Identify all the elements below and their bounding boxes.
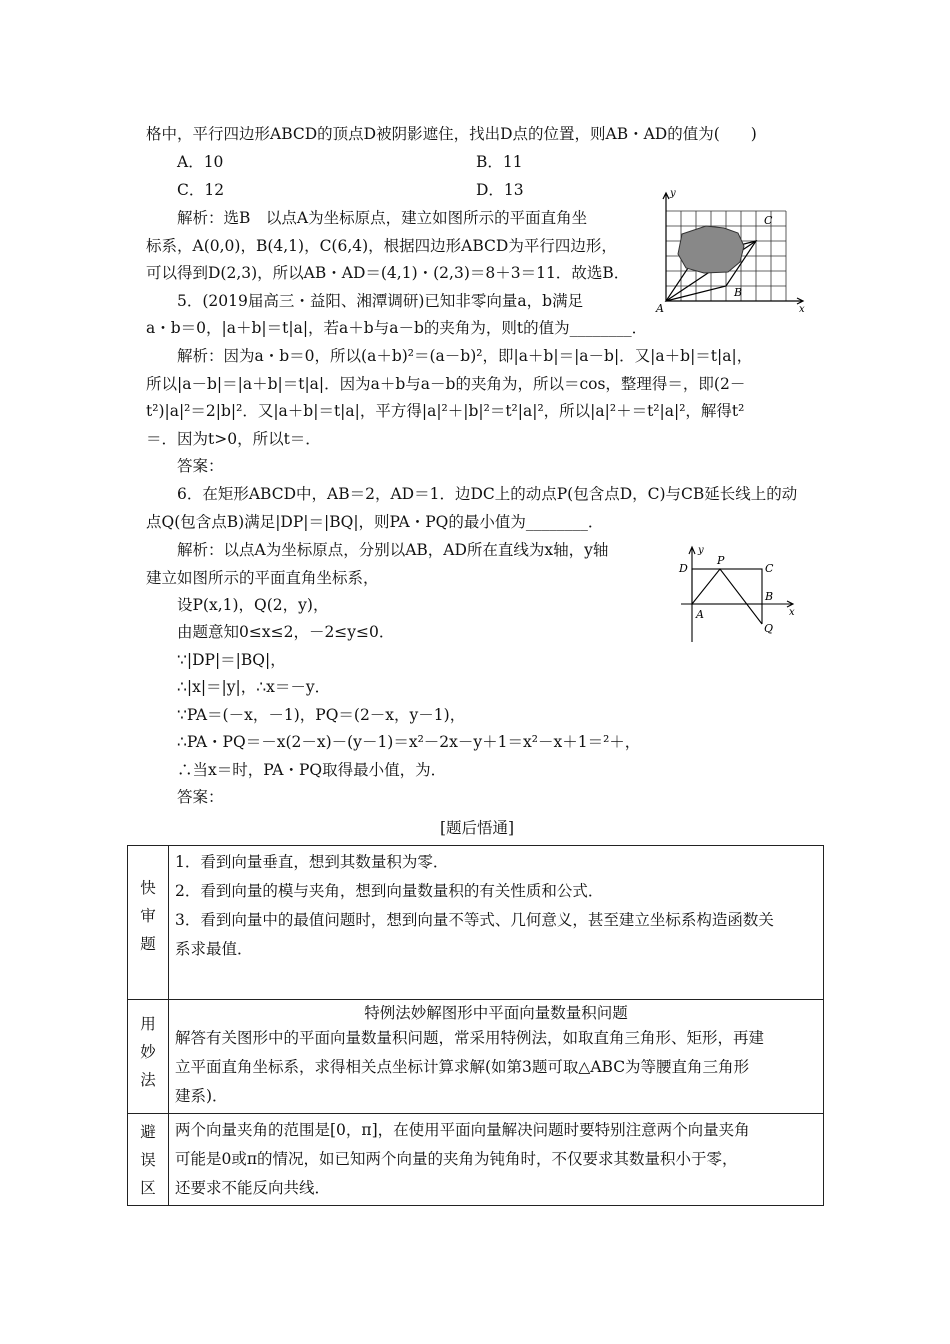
point-d-label: D [679, 562, 688, 575]
row-label: 快 审 题 [128, 846, 169, 1000]
row-label: 用 妙 法 [128, 1000, 169, 1114]
q6-answer: 答案： [177, 788, 224, 806]
q5-solution-line: 所以|a－b|＝|a＋b|＝t|a|．因为a＋b与a－b的夹角为，所以＝cos，整理得＝，即(2－ [146, 375, 746, 393]
q4-solution-line: 可以得到D(2,3)，所以AB・AD＝(4,1)・(2,3)＝8＋3＝11．故选B． [146, 264, 630, 282]
q6-solution-line: ∴当x＝时，PA・PQ取得最小值，为． [177, 761, 447, 779]
point-q-label: Q [764, 622, 774, 635]
q6-solution-line: ∴|x|＝|y|，∴x＝－y． [177, 678, 331, 696]
point-a-label: A [656, 302, 664, 313]
q4-option-b: B．11 [476, 153, 523, 171]
axis-x-label: x [789, 607, 795, 618]
section-title: [题后悟通] [440, 819, 515, 837]
row-content: 两个向量夹角的范围是[0，π]，在使用平面向量解决问题时要特别注意两个向量夹角 可能是0或π的情况，如已知两个向量的夹角为钝角时，不仅要求其数量积小于零， 还要求不能反向共线． [169, 1114, 824, 1206]
q4-option-d: D．13 [476, 181, 524, 199]
rectangle-pq-figure [676, 540, 801, 645]
point-b-label: B [734, 286, 743, 299]
q5-stem: 5．(2019届高三・益阳、湘潭调研)已知非零向量a，b满足 [177, 292, 584, 310]
table-row-kuai-shen-ti [128, 846, 824, 1000]
point-c-label: C [765, 562, 774, 575]
row-content: 1．看到向量垂直，想到其数量积为零． 2．看到向量的模与夹角，想到向量数量积的有关性质和公式． 3．看到向量中的最值问题时，想到向量不等式、几何意义，甚至建立坐标系构造函数关 系求最值． [169, 846, 824, 1000]
parallelogram-grid-figure [654, 188, 814, 313]
axis-x-label: x [799, 304, 805, 313]
q6-solution-line: 设P(x,1)，Q(2，y)， [177, 596, 329, 614]
q6-solution-line: 解析：以点A为坐标原点，分别以AB，AD所在直线为x轴，y轴 [177, 541, 609, 559]
table-row-bi-wu-qu [128, 1114, 824, 1206]
q4-solution-line: 标系，A(0,0)，B(4,1)，C(6,4)，根据四边形ABCD为平行四边形， [146, 237, 617, 255]
q4-option-a: A．10 [177, 153, 224, 171]
row-content: 特例法妙解图形中平面向量数量积问题 解答有关图形中的平面向量数量积问题，常采用特例法，如取直角三角形、矩形，再建 立平面直角坐标系，求得相关点坐标计算求解(如第3题可取△ABC为等腰直角三角形 建系)． [169, 1000, 824, 1114]
shaded-blob [678, 226, 744, 273]
q6-stem: 点Q(包含点B)满足|DP|＝|BQ|，则PA・PQ的最小值为________． [146, 513, 604, 531]
q5-answer: 答案： [177, 457, 224, 475]
table-row-yong-miao-fa [128, 1000, 824, 1114]
axis-y-label: y [670, 188, 676, 199]
point-p-label: P [717, 554, 725, 567]
point-a-label: A [696, 608, 704, 621]
q6-solution-line: ∴PA・PQ＝－x(2－x)－(y－1)＝x²－2x－y＋1＝x²－x＋1＝²＋， [177, 733, 641, 751]
q4-stem: 格中，平行四边形ABCD的顶点D被阴影遮住，找出D点的位置，则AB・AD的值为( ) [146, 125, 757, 143]
q5-solution-line: ＝．因为t>0，所以t＝． [146, 430, 321, 448]
q6-solution-line: 由题意知0≤x≤2，－2≤y≤0． [177, 623, 395, 641]
q4-solution-line: 解析：选B 以点A为坐标原点，建立如图所示的平面直角坐 [177, 209, 588, 227]
point-b-label: B [765, 590, 774, 603]
point-c-label: C [764, 214, 773, 227]
summary-table [127, 845, 824, 1206]
q6-solution-line: ∵|DP|＝|BQ|， [177, 651, 286, 669]
q6-solution-line: 建立如图所示的平面直角坐标系， [146, 569, 379, 587]
q6-solution-line: ∵PA＝(－x，－1)，PQ＝(2－x，y－1)， [177, 706, 466, 724]
q5-stem: a・b＝0，|a＋b|＝t|a|，若a＋b与a－b的夹角为，则t的值为________． [146, 319, 648, 337]
q4-option-c: C．12 [177, 181, 225, 199]
q5-solution-line: 解析：因为a・b＝0，所以(a＋b)²＝(a－b)²，即|a＋b|＝|a－b|．又|a＋b|＝t|a|， [177, 347, 753, 365]
axis-y-label: y [698, 545, 704, 556]
row-label: 避 误 区 [128, 1114, 169, 1206]
q5-solution-line: t²)|a|²＝2|b|²．又|a＋b|＝t|a|，平方得|a|²＋|b|²＝t²|a|²，所以|a|²＋＝t²|a|²，解得t² [146, 402, 745, 420]
q6-stem: 6．在矩形ABCD中，AB＝2，AD＝1．边DC上的动点P(包含点D，C)与CB延长线上的动 [177, 485, 798, 503]
